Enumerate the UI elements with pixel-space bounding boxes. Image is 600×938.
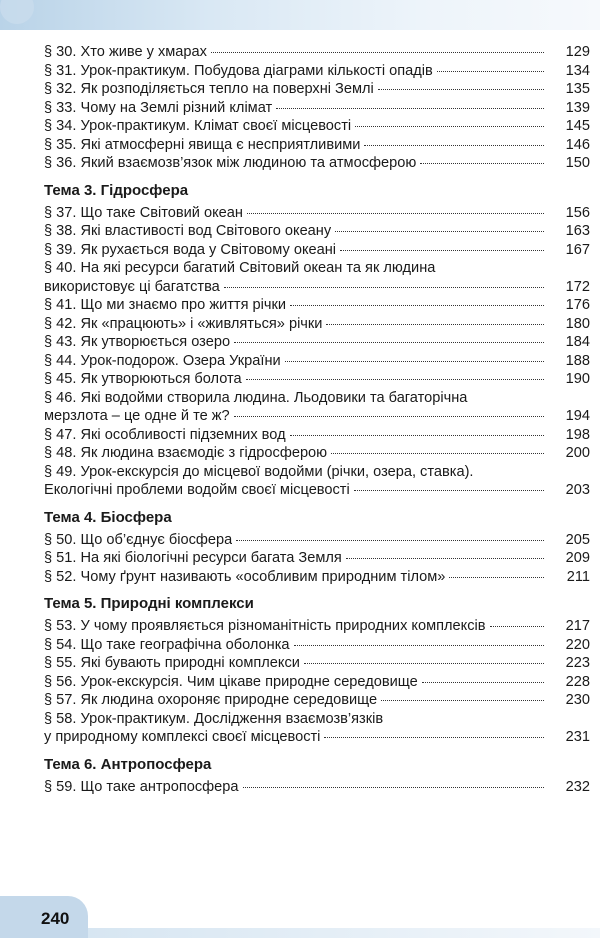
toc-entry-title: § 42. Як «працюють» і «живляться» річки [44,315,323,332]
dot-leader [331,453,544,454]
dot-leader [378,89,544,90]
toc-entry[interactable] [44,407,590,426]
toc-page-number: 190 [565,371,590,387]
toc-page-number: 211 [566,568,590,585]
page-number: 240 [41,909,70,928]
toc-entry[interactable] [44,617,590,636]
toc-page-number: 135 [565,81,590,97]
toc-page-number: 209 [565,550,590,566]
toc-entry-title: § 39. Як рухається вода у Світовому океані [44,241,337,258]
toc-entry-title: § 53. У чому проявляється різноманітність природних комплексів [44,618,486,634]
dot-leader [381,700,544,701]
toc-page-number: 205 [565,531,590,548]
toc-page-number: 145 [565,118,590,134]
dot-leader [449,577,544,578]
toc-page-number: 228 [565,673,590,690]
toc-page-number: 172 [565,278,590,295]
toc-entry-line: § 46. Які водойми створила людина. Льодовики та багаторічна [44,389,468,406]
toc-entry-title: § 59. Що таке антропосфера [44,778,239,795]
toc-entry[interactable] [44,531,590,550]
toc-entry[interactable] [44,481,590,500]
toc-page-number: 188 [565,352,590,369]
toc-entry[interactable] [44,43,590,62]
toc-page-number: 200 [565,445,590,461]
dot-leader [364,145,544,146]
footer-band [88,928,600,938]
toc-entry-title: використовує ці багатства [44,278,220,295]
toc-entry[interactable] [44,296,590,315]
toc-page-number: 194 [565,408,590,424]
dot-leader [236,540,544,541]
toc-page-number: 232 [565,778,590,795]
corner-decoration [0,0,34,24]
toc-entry-title: § 35. Які атмосферні явища є несприятливими [44,136,361,153]
toc-entry-title: § 41. Що ми знаємо про життя річки [44,297,287,313]
toc-entry[interactable] [44,315,590,334]
header-band [0,0,600,30]
toc-page-number: 223 [565,655,590,671]
toc-entry[interactable] [44,117,590,136]
toc-entry[interactable] [44,778,590,797]
dot-leader [326,324,544,325]
toc-entry-title: § 36. Який взаємозв’язок між людиною та атмосферою [44,155,417,171]
toc-entry[interactable] [44,636,590,655]
toc-entry-title: § 56. Урок-екскурсія. Чим цікаве природне середовище [44,673,418,690]
dot-leader [340,250,544,251]
toc-entry-title: § 51. На які біологічні ресурси багата Земля [44,550,342,566]
toc-entry[interactable] [44,154,590,173]
toc-entry[interactable] [44,728,590,747]
dot-leader [437,71,544,72]
table-of-contents [44,43,590,796]
dot-leader [294,645,544,646]
toc-entry-title: § 45. Як утворюються болота [44,371,242,387]
toc-entry[interactable] [44,80,590,99]
toc-entry[interactable] [44,352,590,371]
toc-entry-title: § 52. Чому ґрунт називають «особливим природним тілом» [44,568,446,585]
toc-entry-title: § 32. Як розподіляється тепло на поверхні Землі [44,81,374,97]
dot-leader [290,305,544,306]
toc-entry-title: § 38. Які властивості вод Світового океану [44,223,332,239]
toc-page-number: 167 [565,241,590,258]
toc-page-number: 139 [565,99,590,116]
toc-entry-line: § 49. Урок-екскурсія до місцевої водойми (річки, озера, ставка). [44,463,474,480]
toc-entry-title: § 47. Які особливості підземних вод [44,426,286,443]
section-heading: Тема 3. Гідросфера [44,181,189,199]
toc-page-number: 180 [565,315,590,332]
toc-section [44,43,590,173]
toc-entry-title: § 50. Що об’єднує біосфера [44,531,233,548]
dot-leader [490,626,544,627]
toc-entry[interactable] [44,204,590,223]
toc-entry[interactable] [44,426,590,445]
dot-leader [246,379,544,380]
toc-entry[interactable] [44,222,590,241]
toc-entry-title: § 37. Що таке Світовий океан [44,204,243,221]
toc-page-number: 150 [565,155,590,171]
dot-leader [355,126,544,127]
toc-entry[interactable] [44,241,590,260]
section-heading: Тема 4. Біосфера [44,508,172,526]
toc-entry[interactable] [44,62,590,81]
toc-entry-title: § 57. Як людина охороняє природне середовище [44,692,378,708]
toc-page-number: 198 [565,426,590,443]
toc-entry[interactable] [44,333,590,352]
toc-entry[interactable] [44,370,590,389]
toc-entry-title: § 34. Урок-практикум. Клімат своєї місцевості [44,118,352,134]
dot-leader [324,737,544,738]
dot-leader [304,663,544,664]
dot-leader [211,52,544,53]
toc-entry-title: мерзлота – це одне й те ж? [44,408,230,424]
dot-leader [346,558,544,559]
toc-entry[interactable] [44,691,590,710]
toc-section [44,508,590,587]
toc-page-number: 156 [565,204,590,221]
toc-entry-title: § 31. Урок-практикум. Побудова діаграми кількості опадів [44,62,433,79]
toc-entry[interactable] [44,99,590,118]
dot-leader [276,108,544,109]
toc-page-number: 134 [565,62,590,79]
dot-leader [243,787,545,788]
toc-page-number: 230 [565,692,590,708]
dot-leader [234,416,544,417]
toc-page-number: 129 [565,44,590,60]
section-heading: Тема 5. Природні комплекси [44,595,254,612]
toc-entry-line: § 40. На які ресурси багатий Світовий океан та як людина [44,260,436,276]
toc-entry-title: § 48. Як людина взаємодіє з гідросферою [44,445,328,461]
dot-leader [335,231,544,232]
toc-entry[interactable] [44,568,590,587]
dot-leader [285,361,544,362]
toc-entry-line: § 58. Урок-практикум. Дослідження взаємозв’язків [44,710,384,727]
toc-entry-title: § 54. Що таке географічна оболонка [44,636,290,653]
toc-entry-title: § 33. Чому на Землі різний клімат [44,99,273,116]
toc-entry-title: у природному комплексі своєї місцевості [44,729,321,745]
toc-page-number: 231 [565,729,590,745]
dot-leader [234,342,544,343]
toc-entry[interactable] [44,136,590,155]
dot-leader [290,435,544,436]
toc-entry[interactable] [44,444,590,463]
dot-leader [354,490,544,491]
toc-entry-title: § 55. Які бувають природні комплекси [44,655,300,671]
toc-entry-title: § 44. Урок-подорож. Озера України [44,352,281,369]
toc-page-number: 163 [565,223,590,239]
toc-page-number: 217 [565,618,590,634]
toc-page-number: 146 [565,136,590,153]
toc-page-number: 220 [565,636,590,653]
toc-entry-title: § 30. Хто живе у хмарах [44,44,207,60]
toc-section [44,755,590,797]
section-heading: Тема 6. Антропосфера [44,755,212,773]
toc-entry-title: § 43. Як утворюється озеро [44,334,231,350]
toc-page-number: 184 [565,334,590,350]
toc-entry[interactable] [44,278,590,297]
dot-leader [224,287,544,288]
dot-leader [420,163,544,164]
dot-leader [422,682,544,683]
toc-section [44,594,590,747]
toc-section [44,181,590,500]
toc-entry[interactable] [44,549,590,568]
toc-entry[interactable] [44,654,590,673]
dot-leader [247,213,544,214]
toc-entry-title: Екологічні проблеми водойм своєї місцевості [44,482,350,498]
toc-entry[interactable] [44,673,590,692]
toc-page-number: 176 [565,297,590,313]
toc-page-number: 203 [565,482,590,498]
